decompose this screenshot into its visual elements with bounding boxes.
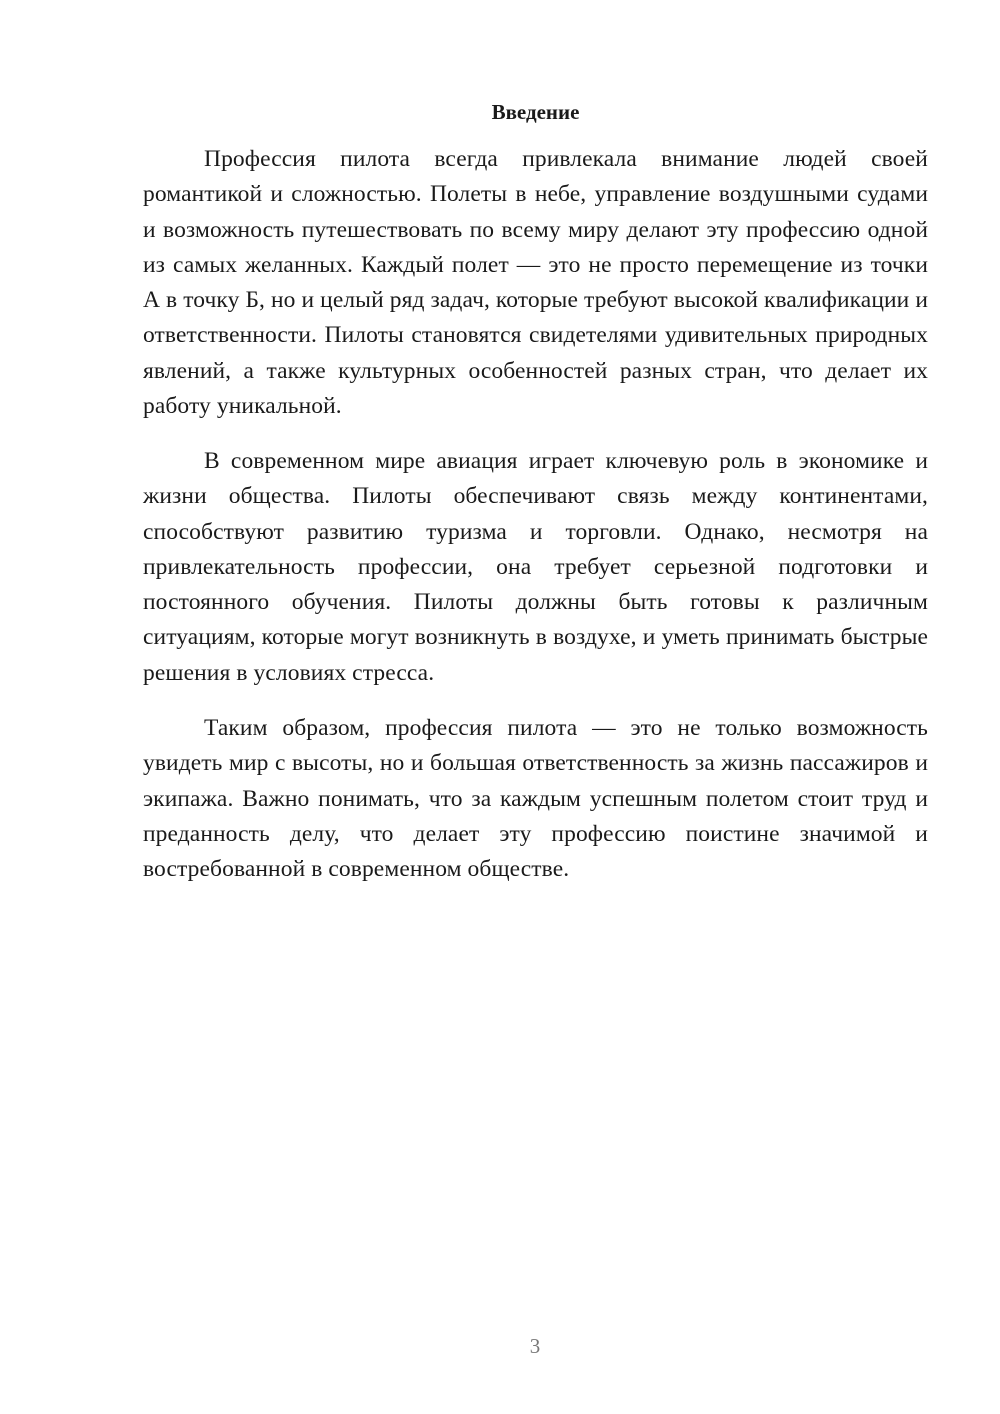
paragraph-3: Таким образом, профессия пилота — это не только возможность увидеть мир с высоты, но и большая ответственность за жизнь пассажиров и экипажа. Важно понимать, что за каждым успешным полетом стоит труд и преданность делу, что делает эту профессию поистине значимой и востребованной в современном обществе. [143, 715, 928, 883]
paragraph-1: Профессия пилота всегда привлекала внимание людей своей романтикой и сложностью. Полеты в небе, управление воздушными судами и возможность путешествовать по всему миру делают эту профессию одной из самых желанных. Каждый полет — это не просто перемещение из точки А в точку Б, но и целый ряд задач, которые требуют высокой квалификации и ответственности. Пилоты становятся свидетелями удивительных природных явлений, а также культурных особенностей разных стран, что делает их работу уникальной. [143, 146, 929, 420]
paragraph-2: В современном мире авиация играет ключевую роль в экономике и жизни общества. Пилоты обеспечивают связь между континентами, способствуют развитию туризма и торговли. Однако, несмотря на привлекательность профессии, она требует серьезной подготовки и постоянного обучения. Пилоты должны быть готовы к различным ситуациям, которые могут возникнуть в воздухе, и уметь принимать быстрые решения в условиях стресса. [143, 448, 928, 686]
page-number: 3 [529, 1334, 541, 1358]
section-heading: Введение [491, 100, 580, 124]
